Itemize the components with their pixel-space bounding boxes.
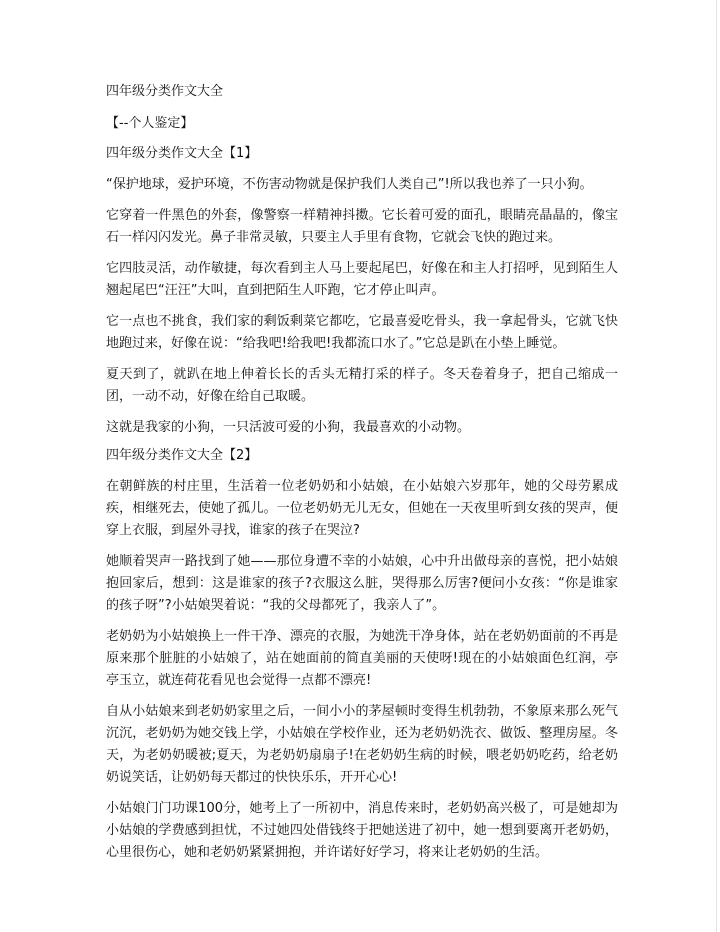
section-heading: 四年级分类作文大全【2】 [106,448,258,463]
page-edge [716,0,717,932]
section-heading: 四年级分类作文大全【1】 [106,146,258,161]
paragraph: 小姑娘门门功课100分，她考上了一所初中，消息传来时，老奶奶高兴极了，可是她却为小姑娘的学费感到担忧，不过她四处借钱终于把她送进了初中，她一想到要离开老奶奶，心里很伤心，她和老奶奶紧紧拥抱，并许诺好好学习，将来让老奶奶的生活。 [106,801,618,860]
paragraph: “保护地球，爱护环境，不伤害动物就是保护我们人类自己”!所以我也养了一只小狗。 [106,177,593,192]
paragraph: 夏天到了，就趴在地上伸着长长的舌头无精打采的样子。冬天卷着身子，把自己缩成一团，一动不动，好像在给自己取暖。 [106,367,618,404]
paragraph: 它四肢灵活，动作敏捷，每次看到主人马上要起尾巴，好像在和主人打招呼，见到陌生人翘起尾巴“汪汪”大叫，直到把陌生人吓跑，它才停止叫声。 [106,261,618,298]
paragraph: 它穿着一件黑色的外套，像警察一样精神抖擞。它长着可爱的面孔，眼睛亮晶晶的，像宝石一样闪闪发光。鼻子非常灵敏，只要主人手里有食物，它就会飞快的跑过来。 [106,208,618,245]
document-tag: 【--个人鉴定】 [106,116,194,131]
paragraph: 她顺着哭声一路找到了她——那位身遭不幸的小姑娘，心中升出做母亲的喜悦，把小姑娘抱回家后，想到：这是谁家的孩子?衣服这么脏，哭得那么厉害?便问小女孩：“你是谁家的孩子呀”?小姑娘哭着说：“我的父母都死了，我亲人了”。 [106,554,618,613]
paragraph: 在朝鲜族的村庄里，生活着一位老奶奶和小姑娘，在小姑娘六岁那年，她的父母劳累成疾，相继死去，使她了孤儿。一位老奶奶无儿无女，但她在一天夜里听到女孩的哭声，便穿上衣服，到屋外寻找，谁家的孩子在哭泣? [106,479,618,538]
paragraph: 它一点也不挑食，我们家的剩饭剩菜它都吃，它最喜爱吃骨头，我一拿起骨头，它就飞快地跑过来，好像在说：“给我吧!给我吧!我都流口水了。”它总是趴在小垫上睡觉。 [106,314,618,351]
paragraph: 老奶奶为小姑娘换上一件干净、漂亮的衣服，为她洗干净身体，站在老奶奶面前的不再是原来那个脏脏的小姑娘了，站在她面前的简直美丽的天使呀!现在的小姑娘面色红润，亭亭玉立，就连荷花看见也会觉得一点都不漂亮! [106,629,618,688]
paragraph: 这就是我家的小狗，一只活波可爱的小狗，我最喜欢的小动物。 [106,420,471,435]
document-title: 四年级分类作文大全 [106,84,224,99]
document-body [106,84,618,873]
paragraph: 自从小姑娘来到老奶奶家里之后，一间小小的茅屋顿时变得生机勃勃，不象原来那么死气沉沉，老奶奶为她交钱上学，小姑娘在学校作业，还为老奶奶洗衣、做饭、整理房屋。冬天，为老奶奶暖被;夏天，为老奶奶扇扇子!在老奶奶生病的时候，喂老奶奶吃药，给老奶奶说笑话，让奶奶每天都过的快快乐乐，开开心心! [106,704,618,785]
